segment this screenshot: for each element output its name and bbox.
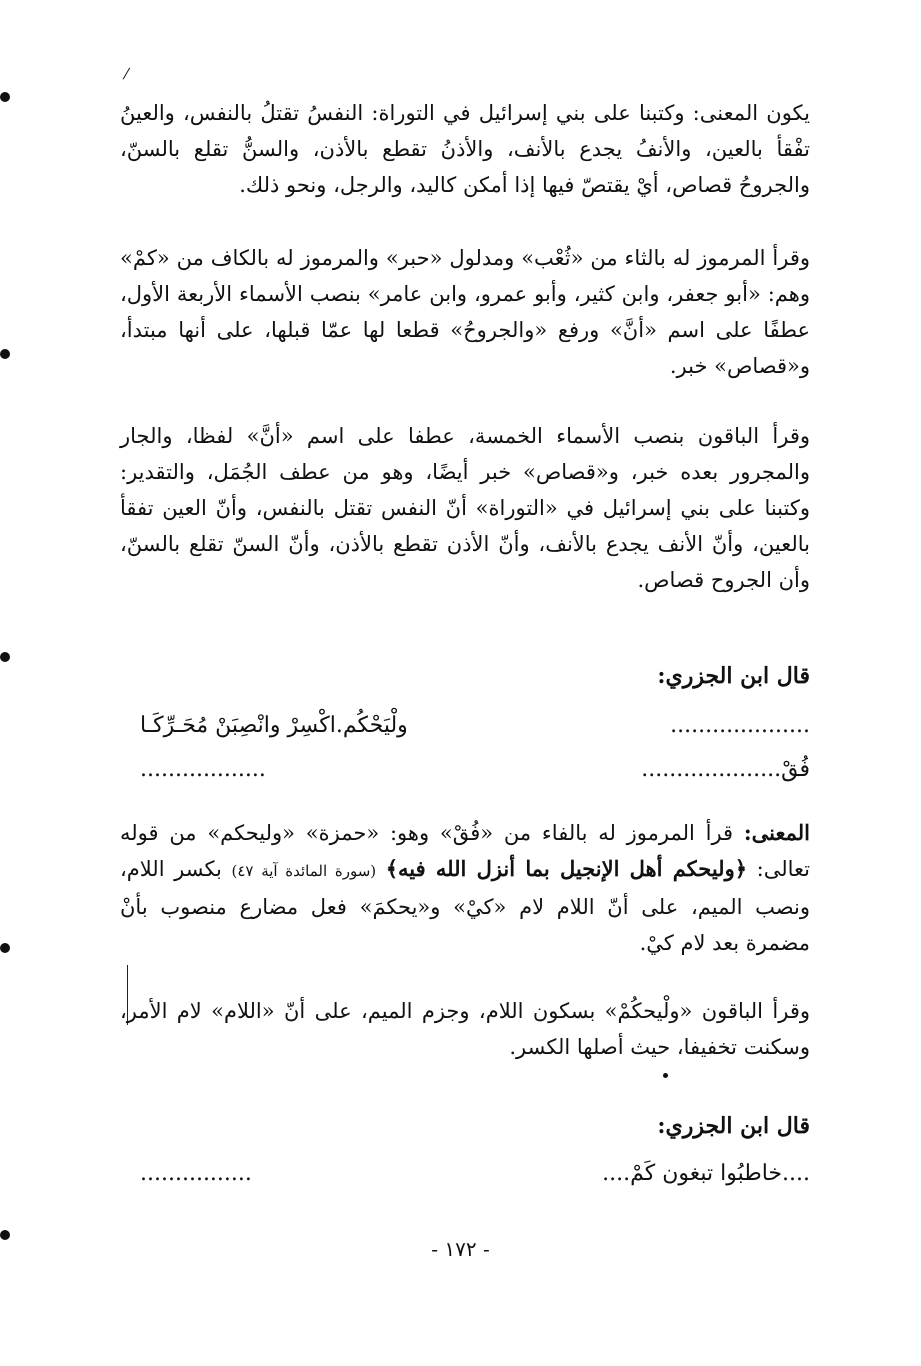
paragraph-text: قرأ المرموز له بالفاء من «فُقْ» وهو: «حمزة» «وليحكم» من قوله تعالى: xyxy=(120,821,810,881)
meaning-label: المعنى: xyxy=(743,820,810,845)
margin-blot xyxy=(0,92,10,102)
surah-reference: (سورة المائدة آية ٤٧) xyxy=(231,862,377,880)
verse-line xyxy=(120,1161,810,1201)
paragraph-4 xyxy=(120,815,810,961)
paragraph-2: وقرأ المرموز له بالثاء من «ثُعْب» ومدلول «حبر» والمرموز له بالكاف من «كمْ» وهم: «أبو جعفر، وابن كثير، وأبو عمرو، وابن عامر» بنصب الأسماء الأربعة الأول، عطفًا على اسم «أنَّ» ورفع «والجروحُ» قطعا لها عمّا قبلها، على أنها مبتدأ، و«قصاص» خبر. xyxy=(120,246,810,378)
verse-hemistich-1: .................... xyxy=(670,713,810,738)
paragraph-3: وقرأ الباقون بنصب الأسماء الخمسة، عطفا على اسم «أنَّ» لفظا، والجار والمجرور بعده خبر، و«قصاص» خبر أيضًا، وهو من عطف الجُمَل، والتقدير: وكتبنا على بني إسرائيل في «التوراة» أنّ النفس تقتل بالنفس، وأنّ العين تفقأ بالعين، وأنّ الأنف يجدع بالأنف، وأنّ الأذن تقطع بالأذن، وأنّ السنّ تقلع بالسنّ، وأن الجروح قصاص. xyxy=(120,424,810,592)
margin-blot xyxy=(0,943,10,953)
verse-hemistich-1: ....خاطبُوا تبغون كَمْ.... xyxy=(602,1161,810,1186)
section-heading-2: قال ابن الجزري: xyxy=(657,1113,810,1139)
page-number: - ١٧٢ - xyxy=(431,1237,490,1261)
verse-hemistich-1: فُقْ.................... xyxy=(641,757,810,782)
section-heading-1: قال ابن الجزري: xyxy=(657,663,810,689)
verse-hemistich-2: ................ xyxy=(140,1161,252,1186)
paragraph-5: وقرأ الباقون «ولْيحكُمْ» بسكون اللام، وجزم الميم، على أنّ «اللام» لام الأمر، وسكنت تخفيفا، حيث أصلها الكسر. xyxy=(120,999,810,1059)
verse-hemistich-2: ولْيَحْكُم.اكْسِرْ وانْصِبَنْ مُحَـرِّكَـا xyxy=(140,713,408,738)
verse-line xyxy=(120,713,810,753)
margin-blot xyxy=(0,652,10,662)
ink-dot xyxy=(663,1073,668,1078)
paragraph-1: يكون المعنى: وكتبنا على بني إسرائيل في التوراة: النفسُ تقتلُ بالنفس، والعينُ تفْقأ بالعين، والأنفُ يجدع بالأنف، والأذنُ تقطع بالأذن، والسنُّ تقلع بالسنّ، والجروحُ قصاص، أيْ يقتصّ فيها إذا أمكن كاليد، والرجل، ونحو ذلك. xyxy=(120,101,810,197)
margin-tick: / xyxy=(121,66,131,82)
verse-line xyxy=(120,757,810,797)
verse-hemistich-2: .................. xyxy=(140,757,266,782)
margin-blot xyxy=(0,349,10,359)
paragraph-text: بكسر اللام، ونصب الميم، على أنّ اللام لام «كيْ» و«يحكمَ» فعل مضارع منصوب بأنْ مضمرة بعد لام كيْ. xyxy=(120,857,810,955)
quran-quote: ﴿وليحكم أهل الإنجيل بما أنزل الله فيه﴾ xyxy=(385,856,748,881)
